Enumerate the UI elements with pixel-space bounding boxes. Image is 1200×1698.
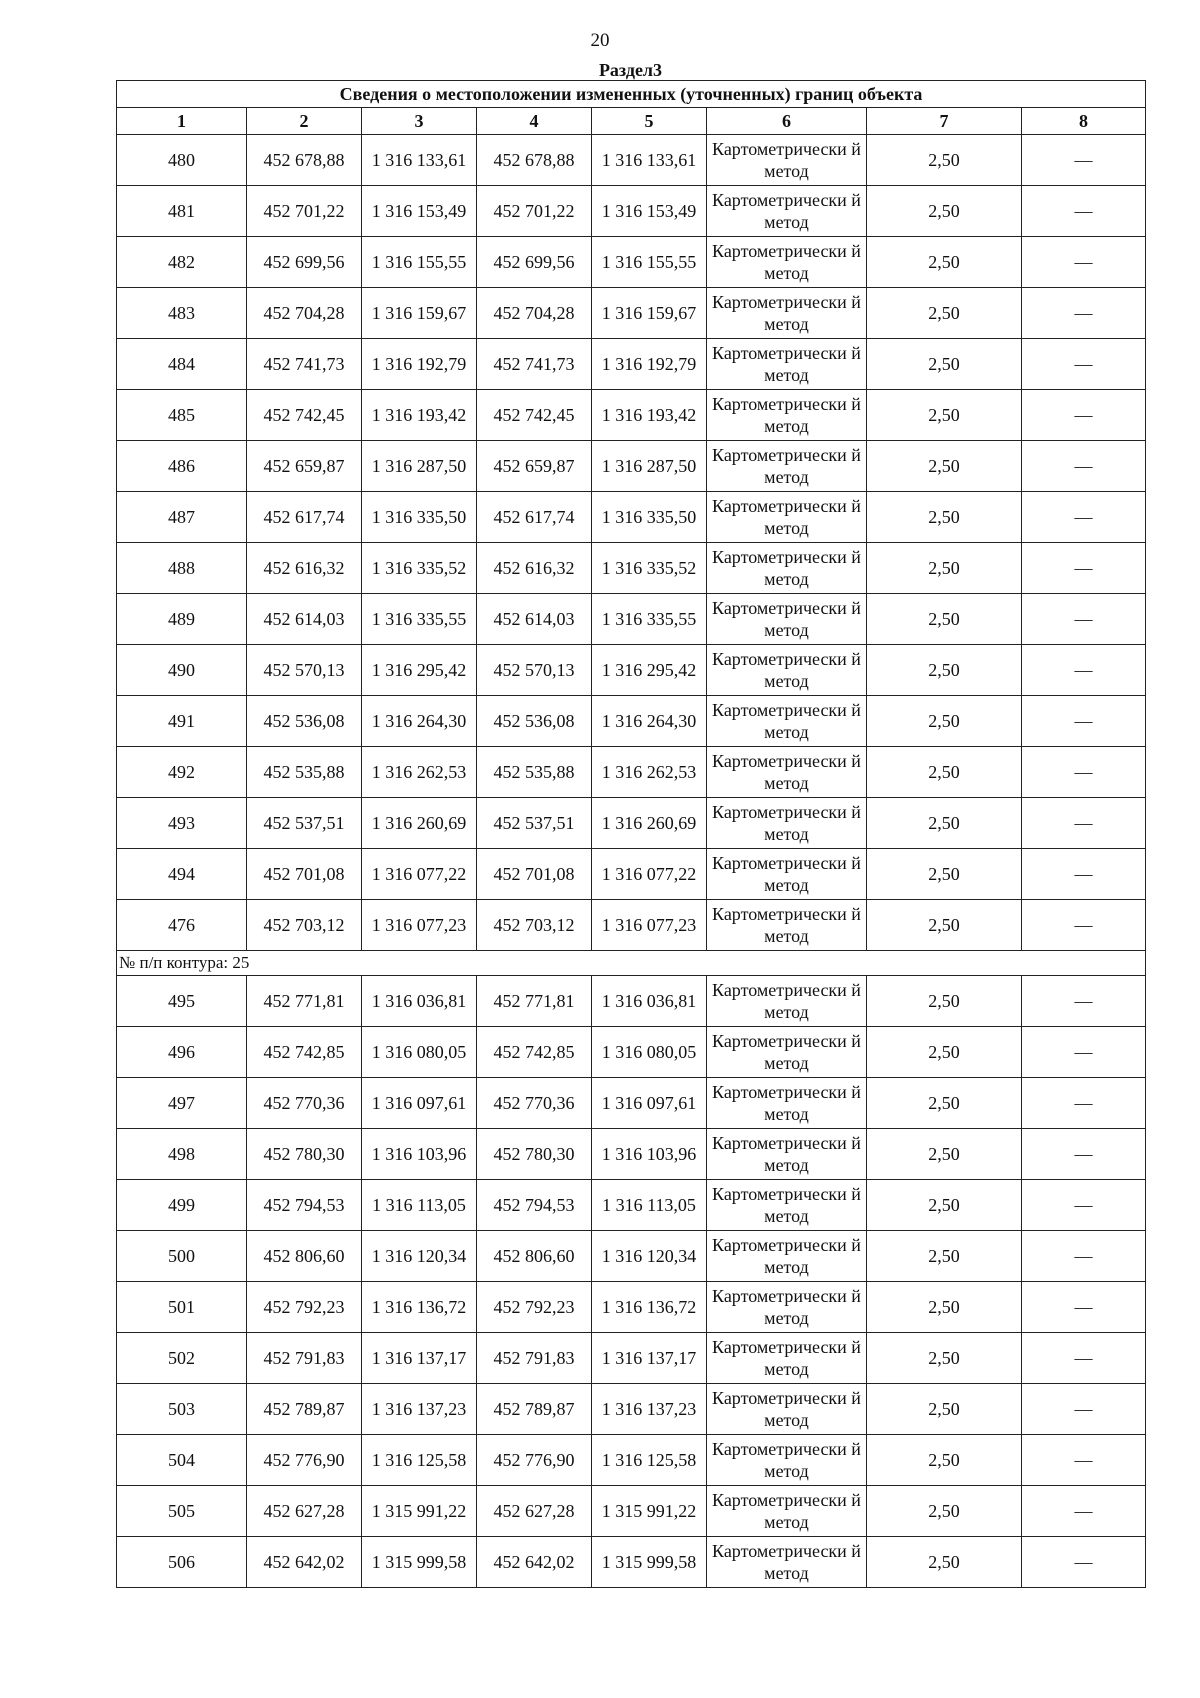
refined-x-cell: 452 780,30 [477,1129,592,1180]
point-number-cell: 499 [117,1180,247,1231]
refined-y-cell: 1 316 159,67 [592,288,707,339]
note-cell: — [1022,492,1146,543]
contour-label-row [117,951,1146,976]
refined-y-cell: 1 316 036,81 [592,976,707,1027]
table-row [117,1282,1146,1333]
table-row [117,747,1146,798]
accuracy-cell: 2,50 [867,849,1022,900]
point-number-cell: 503 [117,1384,247,1435]
existing-x-cell: 452 794,53 [247,1180,362,1231]
page-number: 20 [590,30,610,51]
point-number-cell: 480 [117,135,247,186]
existing-y-cell: 1 316 125,58 [362,1435,477,1486]
existing-y-cell: 1 316 335,55 [362,594,477,645]
existing-y-cell: 1 316 077,23 [362,900,477,951]
point-number-cell: 506 [117,1537,247,1588]
refined-x-cell: 452 617,74 [477,492,592,543]
refined-x-cell: 452 703,12 [477,900,592,951]
point-number-cell: 505 [117,1486,247,1537]
refined-y-cell: 1 316 155,55 [592,237,707,288]
existing-y-cell: 1 316 262,53 [362,747,477,798]
accuracy-cell: 2,50 [867,1384,1022,1435]
method-cell: Картометрически й метод [707,1537,867,1588]
refined-y-cell: 1 316 137,23 [592,1384,707,1435]
refined-x-cell: 452 776,90 [477,1435,592,1486]
method-cell: Картометрически й метод [707,1384,867,1435]
table-row [117,186,1146,237]
existing-y-cell: 1 316 136,72 [362,1282,477,1333]
existing-x-cell: 452 627,28 [247,1486,362,1537]
existing-y-cell: 1 316 133,61 [362,135,477,186]
existing-y-cell: 1 316 159,67 [362,288,477,339]
existing-y-cell: 1 316 153,49 [362,186,477,237]
note-cell: — [1022,441,1146,492]
table-row [117,492,1146,543]
accuracy-cell: 2,50 [867,900,1022,951]
column-number: 5 [592,108,707,135]
existing-y-cell: 1 316 097,61 [362,1078,477,1129]
column-number: 2 [247,108,362,135]
column-number: 6 [707,108,867,135]
table-row [117,441,1146,492]
column-number: 3 [362,108,477,135]
refined-x-cell: 452 614,03 [477,594,592,645]
refined-x-cell: 452 535,88 [477,747,592,798]
point-number-cell: 487 [117,492,247,543]
existing-y-cell: 1 316 137,17 [362,1333,477,1384]
note-cell: — [1022,696,1146,747]
accuracy-cell: 2,50 [867,1537,1022,1588]
existing-x-cell: 452 701,08 [247,849,362,900]
refined-x-cell: 452 792,23 [477,1282,592,1333]
table-row [117,1180,1146,1231]
contour-group-1 [117,135,1146,951]
method-cell: Картометрически й метод [707,186,867,237]
point-number-cell: 494 [117,849,247,900]
existing-y-cell: 1 316 137,23 [362,1384,477,1435]
accuracy-cell: 2,50 [867,798,1022,849]
refined-y-cell: 1 315 999,58 [592,1537,707,1588]
table-row [117,900,1146,951]
table-row [117,288,1146,339]
column-number: 1 [117,108,247,135]
refined-x-cell: 452 701,22 [477,186,592,237]
table-row [117,645,1146,696]
contour-separator [117,951,1146,976]
method-cell: Картометрически й метод [707,849,867,900]
refined-x-cell: 452 699,56 [477,237,592,288]
table-row [117,696,1146,747]
method-cell: Картометрически й метод [707,288,867,339]
method-cell: Картометрически й метод [707,1486,867,1537]
accuracy-cell: 2,50 [867,237,1022,288]
existing-x-cell: 452 703,12 [247,900,362,951]
accuracy-cell: 2,50 [867,1435,1022,1486]
accuracy-cell: 2,50 [867,1180,1022,1231]
accuracy-cell: 2,50 [867,135,1022,186]
table-row [117,1027,1146,1078]
method-cell: Картометрически й метод [707,1435,867,1486]
note-cell: — [1022,1231,1146,1282]
table-row [117,237,1146,288]
note-cell: — [1022,1537,1146,1588]
existing-x-cell: 452 535,88 [247,747,362,798]
existing-y-cell: 1 316 113,05 [362,1180,477,1231]
table-row [117,594,1146,645]
method-cell: Картометрически й метод [707,900,867,951]
column-number-row [117,108,1146,135]
refined-x-cell: 452 806,60 [477,1231,592,1282]
accuracy-cell: 2,50 [867,1486,1022,1537]
existing-x-cell: 452 780,30 [247,1129,362,1180]
note-cell: — [1022,1129,1146,1180]
accuracy-cell: 2,50 [867,543,1022,594]
accuracy-cell: 2,50 [867,594,1022,645]
point-number-cell: 489 [117,594,247,645]
refined-y-cell: 1 316 262,53 [592,747,707,798]
refined-y-cell: 1 316 295,42 [592,645,707,696]
note-cell: — [1022,543,1146,594]
existing-x-cell: 452 617,74 [247,492,362,543]
accuracy-cell: 2,50 [867,1333,1022,1384]
existing-y-cell: 1 316 260,69 [362,798,477,849]
refined-x-cell: 452 704,28 [477,288,592,339]
refined-y-cell: 1 316 335,50 [592,492,707,543]
existing-x-cell: 452 699,56 [247,237,362,288]
existing-y-cell: 1 316 155,55 [362,237,477,288]
refined-y-cell: 1 316 335,52 [592,543,707,594]
method-cell: Картометрически й метод [707,1333,867,1384]
accuracy-cell: 2,50 [867,747,1022,798]
refined-y-cell: 1 316 335,55 [592,594,707,645]
refined-y-cell: 1 316 260,69 [592,798,707,849]
point-number-cell: 500 [117,1231,247,1282]
contour-label: № п/п контура: 25 [117,951,1146,976]
existing-x-cell: 452 616,32 [247,543,362,594]
table-row [117,976,1146,1027]
table-title-row [117,81,1146,108]
point-number-cell: 486 [117,441,247,492]
table-row [117,390,1146,441]
point-number-cell: 481 [117,186,247,237]
existing-y-cell: 1 315 991,22 [362,1486,477,1537]
accuracy-cell: 2,50 [867,645,1022,696]
point-number-cell: 488 [117,543,247,594]
table-row [117,1486,1146,1537]
table-row [117,798,1146,849]
point-number-cell: 484 [117,339,247,390]
accuracy-cell: 2,50 [867,1078,1022,1129]
refined-y-cell: 1 316 113,05 [592,1180,707,1231]
note-cell: — [1022,594,1146,645]
accuracy-cell: 2,50 [867,1129,1022,1180]
method-cell: Картометрически й метод [707,135,867,186]
refined-x-cell: 452 642,02 [477,1537,592,1588]
method-cell: Картометрически й метод [707,696,867,747]
existing-y-cell: 1 316 077,22 [362,849,477,900]
method-cell: Картометрически й метод [707,1180,867,1231]
existing-y-cell: 1 316 080,05 [362,1027,477,1078]
method-cell: Картометрически й метод [707,645,867,696]
accuracy-cell: 2,50 [867,441,1022,492]
existing-x-cell: 452 791,83 [247,1333,362,1384]
accuracy-cell: 2,50 [867,1282,1022,1333]
existing-y-cell: 1 316 193,42 [362,390,477,441]
refined-x-cell: 452 570,13 [477,645,592,696]
method-cell: Картометрически й метод [707,594,867,645]
point-number-cell: 491 [117,696,247,747]
coordinates-table [116,80,1146,1588]
point-number-cell: 504 [117,1435,247,1486]
table-row [117,1435,1146,1486]
point-number-cell: 483 [117,288,247,339]
point-number-cell: 502 [117,1333,247,1384]
refined-y-cell: 1 316 080,05 [592,1027,707,1078]
note-cell: — [1022,645,1146,696]
method-cell: Картометрически й метод [707,339,867,390]
section-title: Раздел3 [598,60,663,80]
note-cell: — [1022,747,1146,798]
refined-y-cell: 1 316 103,96 [592,1129,707,1180]
refined-y-cell: 1 316 097,61 [592,1078,707,1129]
point-number-cell: 490 [117,645,247,696]
contour-group-2 [117,976,1146,1588]
point-number-cell: 498 [117,1129,247,1180]
refined-y-cell: 1 316 120,34 [592,1231,707,1282]
existing-x-cell: 452 789,87 [247,1384,362,1435]
accuracy-cell: 2,50 [867,1027,1022,1078]
method-cell: Картометрически й метод [707,543,867,594]
table-row [117,1384,1146,1435]
existing-x-cell: 452 642,02 [247,1537,362,1588]
method-cell: Картометрически й метод [707,1027,867,1078]
method-cell: Картометрически й метод [707,492,867,543]
existing-x-cell: 452 792,23 [247,1282,362,1333]
refined-y-cell: 1 316 287,50 [592,441,707,492]
table-row [117,1333,1146,1384]
refined-x-cell: 452 701,08 [477,849,592,900]
existing-y-cell: 1 316 036,81 [362,976,477,1027]
note-cell: — [1022,1180,1146,1231]
refined-x-cell: 452 771,81 [477,976,592,1027]
refined-x-cell: 452 794,53 [477,1180,592,1231]
document-body [116,60,1145,1588]
existing-x-cell: 452 742,85 [247,1027,362,1078]
point-number-cell: 495 [117,976,247,1027]
note-cell: — [1022,798,1146,849]
point-number-cell: 476 [117,900,247,951]
note-cell: — [1022,135,1146,186]
refined-y-cell: 1 316 136,72 [592,1282,707,1333]
refined-x-cell: 452 616,32 [477,543,592,594]
accuracy-cell: 2,50 [867,390,1022,441]
note-cell: — [1022,900,1146,951]
refined-y-cell: 1 316 125,58 [592,1435,707,1486]
note-cell: — [1022,1384,1146,1435]
existing-y-cell: 1 316 264,30 [362,696,477,747]
accuracy-cell: 2,50 [867,186,1022,237]
point-number-cell: 496 [117,1027,247,1078]
existing-y-cell: 1 316 335,52 [362,543,477,594]
table-row [117,339,1146,390]
method-cell: Картометрически й метод [707,747,867,798]
point-number-cell: 482 [117,237,247,288]
note-cell: — [1022,339,1146,390]
refined-x-cell: 452 627,28 [477,1486,592,1537]
point-number-cell: 493 [117,798,247,849]
refined-x-cell: 452 741,73 [477,339,592,390]
existing-y-cell: 1 316 295,42 [362,645,477,696]
existing-y-cell: 1 315 999,58 [362,1537,477,1588]
existing-x-cell: 452 771,81 [247,976,362,1027]
refined-y-cell: 1 316 264,30 [592,696,707,747]
existing-x-cell: 452 537,51 [247,798,362,849]
column-number: 7 [867,108,1022,135]
existing-y-cell: 1 316 192,79 [362,339,477,390]
note-cell: — [1022,1486,1146,1537]
method-cell: Картометрически й метод [707,1282,867,1333]
refined-x-cell: 452 791,83 [477,1333,592,1384]
accuracy-cell: 2,50 [867,1231,1022,1282]
refined-y-cell: 1 316 133,61 [592,135,707,186]
note-cell: — [1022,237,1146,288]
existing-x-cell: 452 570,13 [247,645,362,696]
table-row [117,849,1146,900]
table-title: Сведения о местоположении измененных (уточненных) границ объекта [117,81,1146,108]
method-cell: Картометрически й метод [707,798,867,849]
refined-y-cell: 1 316 193,42 [592,390,707,441]
refined-x-cell: 452 537,51 [477,798,592,849]
refined-y-cell: 1 316 077,22 [592,849,707,900]
method-cell: Картометрически й метод [707,390,867,441]
method-cell: Картометрически й метод [707,237,867,288]
note-cell: — [1022,849,1146,900]
note-cell: — [1022,288,1146,339]
method-cell: Картометрически й метод [707,1078,867,1129]
refined-x-cell: 452 678,88 [477,135,592,186]
refined-y-cell: 1 316 192,79 [592,339,707,390]
accuracy-cell: 2,50 [867,288,1022,339]
note-cell: — [1022,390,1146,441]
existing-y-cell: 1 316 287,50 [362,441,477,492]
refined-y-cell: 1 316 137,17 [592,1333,707,1384]
table-row [117,1078,1146,1129]
accuracy-cell: 2,50 [867,492,1022,543]
refined-x-cell: 452 659,87 [477,441,592,492]
note-cell: — [1022,1333,1146,1384]
refined-x-cell: 452 789,87 [477,1384,592,1435]
existing-x-cell: 452 806,60 [247,1231,362,1282]
accuracy-cell: 2,50 [867,696,1022,747]
existing-x-cell: 452 742,45 [247,390,362,441]
refined-x-cell: 452 742,85 [477,1027,592,1078]
existing-x-cell: 452 741,73 [247,339,362,390]
existing-y-cell: 1 316 335,50 [362,492,477,543]
refined-y-cell: 1 316 153,49 [592,186,707,237]
note-cell: — [1022,976,1146,1027]
existing-x-cell: 452 704,28 [247,288,362,339]
refined-x-cell: 452 770,36 [477,1078,592,1129]
point-number-cell: 492 [117,747,247,798]
point-number-cell: 501 [117,1282,247,1333]
point-number-cell: 497 [117,1078,247,1129]
refined-y-cell: 1 316 077,23 [592,900,707,951]
table-row [117,135,1146,186]
note-cell: — [1022,1078,1146,1129]
accuracy-cell: 2,50 [867,339,1022,390]
column-number: 8 [1022,108,1146,135]
table-row [117,1129,1146,1180]
method-cell: Картометрически й метод [707,1231,867,1282]
refined-x-cell: 452 536,08 [477,696,592,747]
method-cell: Картометрически й метод [707,441,867,492]
existing-x-cell: 452 614,03 [247,594,362,645]
existing-x-cell: 452 678,88 [247,135,362,186]
accuracy-cell: 2,50 [867,976,1022,1027]
table-row [117,1231,1146,1282]
refined-y-cell: 1 315 991,22 [592,1486,707,1537]
column-number: 4 [477,108,592,135]
method-cell: Картометрически й метод [707,976,867,1027]
existing-x-cell: 452 770,36 [247,1078,362,1129]
refined-x-cell: 452 742,45 [477,390,592,441]
point-number-cell: 485 [117,390,247,441]
existing-x-cell: 452 659,87 [247,441,362,492]
note-cell: — [1022,1027,1146,1078]
existing-x-cell: 452 701,22 [247,186,362,237]
existing-y-cell: 1 316 103,96 [362,1129,477,1180]
existing-y-cell: 1 316 120,34 [362,1231,477,1282]
table-row [117,1537,1146,1588]
method-cell: Картометрически й метод [707,1129,867,1180]
table-row [117,543,1146,594]
existing-x-cell: 452 776,90 [247,1435,362,1486]
existing-x-cell: 452 536,08 [247,696,362,747]
note-cell: — [1022,1282,1146,1333]
note-cell: — [1022,186,1146,237]
note-cell: — [1022,1435,1146,1486]
